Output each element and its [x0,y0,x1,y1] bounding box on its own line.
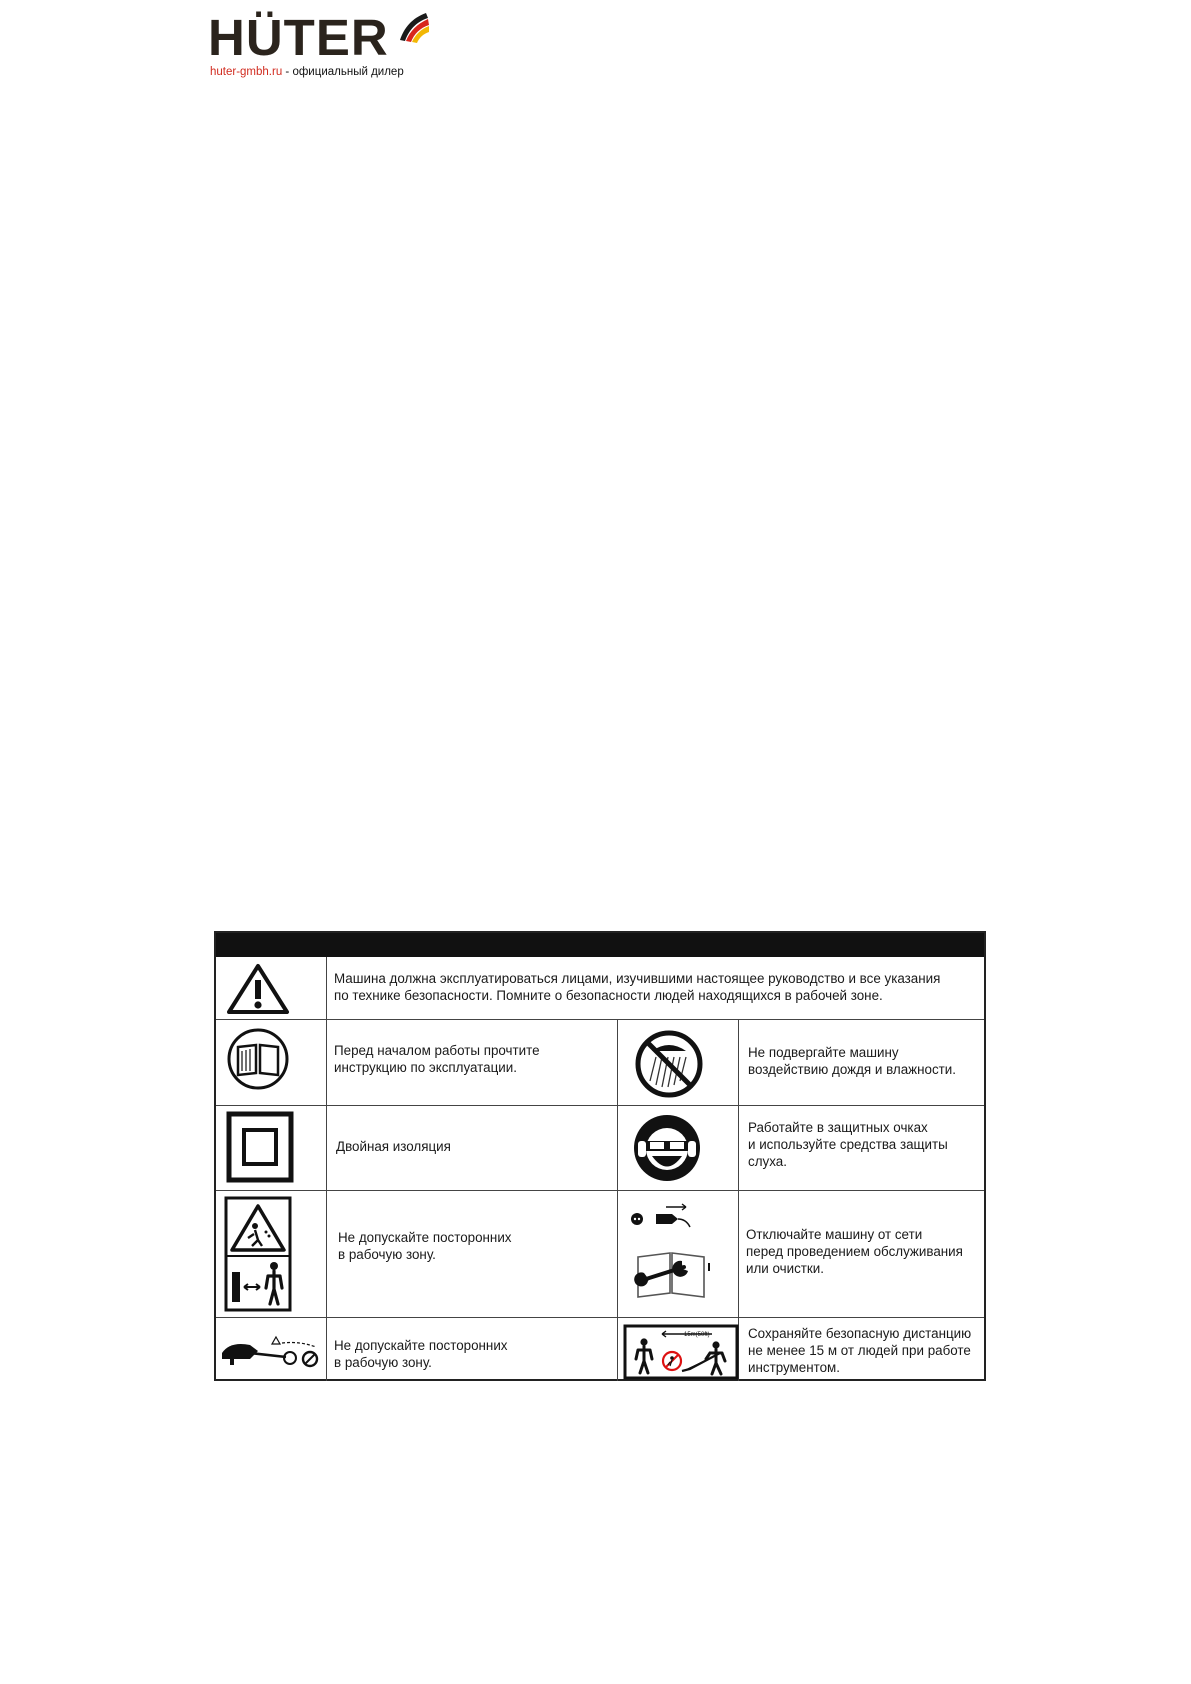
row-trimmer-bystanders-text: Не допускайте посторонних в рабочую зону. [334,1338,508,1370]
row-read-manual-text: Перед началом работы прочтите инструкцию по эксплуатации. [334,1043,540,1075]
row-eye-ear-protection-text: Работайте в защитных очках и используйте средства защиты слуха. [748,1120,948,1169]
keep-bystanders-away-icon [224,1196,292,1312]
svg-text:15m(50ft): 15m(50ft) [684,1332,710,1338]
dealer-tagline: - официальный дилер [282,66,404,78]
row-divider [216,1019,984,1020]
read-manual-icon [226,1027,290,1091]
row-no-rain-text: Не подвергайте машину воздействию дождя и влажности. [748,1045,956,1077]
logo-wordmark: HÜTER [208,9,389,66]
row-divider [216,1105,984,1106]
huter-logo [208,8,428,78]
unplug-before-maintenance-icon [628,1197,714,1309]
safety-symbols-table [214,931,986,1381]
warning-triangle-icon [226,963,290,1015]
logo-tagline [210,66,404,79]
row-warning-text: Машина должна эксплуатироваться лицами, изучившими настоящее руководство и все указания по технике безопасности. Помните о безопасности людей находящихся в рабочей зоне. [334,971,941,1003]
eye-ear-protection-icon [632,1111,702,1185]
dealer-link[interactable]: huter-gmbh.ru [210,66,283,78]
table-header-bar [216,933,984,957]
row-keep-bystanders-away-text: Не допускайте посторонних в рабочую зону. [338,1230,512,1262]
flag-swoosh-icon [396,10,430,44]
row-unplug-text: Отключайте машину от сети перед проведением обслуживания или очистки. [746,1227,963,1276]
safe-distance-icon [622,1323,740,1381]
column-divider [326,957,327,1381]
row-divider [216,1317,984,1318]
row-double-insulation-text: Двойная изоляция [336,1139,451,1154]
row-safe-distance-text: Сохраняйте безопасную дистанцию не менее 15 м от людей при работе инструментом. [748,1326,972,1375]
trimmer-bystanders-icon [216,1333,322,1369]
double-insulation-icon [226,1111,294,1183]
no-rain-icon [634,1029,704,1099]
column-divider [617,1019,618,1381]
row-divider [216,1190,984,1191]
